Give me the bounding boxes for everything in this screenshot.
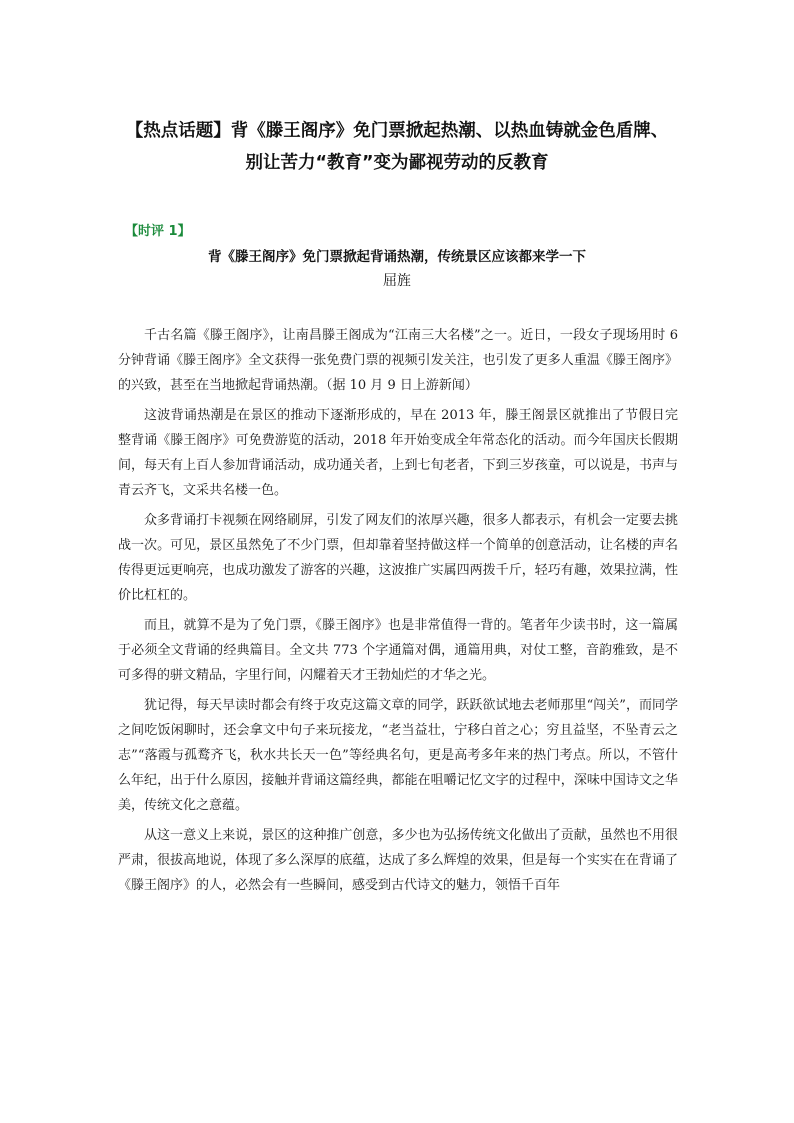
section-tag: 【时评 1】 — [125, 224, 191, 239]
paragraph: 而且，就算不是为了免门票，《滕王阁序》也是非常值得一背的。笔者年少读书时，这一篇属于必须全文背诵的经典篇目。全文共 773 个字通篇对偶，通篇用典，对仗工整，音韵雅致，是不可多得的骈文精品，字里行间，闪耀着天才王勃灿烂的才华之光。 — [118, 618, 678, 683]
article-subtitle: 背《滕王阁序》免门票掀起背诵热潮，传统景区应该都来学一下 — [208, 249, 586, 265]
document-title-line-1: 【热点话题】背《滕王阁序》免门票掀起热潮、以热血铸就金色盾牌、 — [125, 121, 669, 141]
article-body — [118, 323, 678, 903]
paragraph: 从这一意义上来说，景区的这种推广创意，多少也为弘扬传统文化做出了贡献，虽然也不用很严肃，很拔高地说，体现了多么深厚的底蕴，达成了多么辉煌的效果，但是每一个实实在在背诵了《滕王阁序》的人，必然会有一些瞬间，感受到古代诗文的魅力，领悟千百年 — [118, 828, 678, 893]
paragraph: 千古名篇《滕王阁序》，让南昌滕王阁成为“江南三大名楼”之一。近日，一段女子现场用时 6 分钟背诵《滕王阁序》全文获得一张免费门票的视频引发关注，也引发了更多人重温《滕王阁序》的兴致，甚至在当地掀起背诵热潮。（据 10 月 9 日上游新闻） — [118, 328, 678, 393]
paragraph: 众多背诵打卡视频在网络刷屏，引发了网友们的浓厚兴趣，很多人都表示，有机会一定要去挑战一次。可见，景区虽然免了不少门票，但却靠着坚持做这样一个简单的创意活动，让名楼的声名传得更远更响亮，也成功激发了游客的兴趣，这波推广实属四两拨千斤，轻巧有趣，效果拉满，性价比杠杠的。 — [118, 513, 678, 603]
article-author: 屈旌 — [383, 273, 411, 289]
document-title-line-2: 别让苦力“教育”变为鄙视劳动的反教育 — [245, 153, 549, 173]
paragraph: 犹记得，每天早读时都会有终于攻克这篇文章的同学，跃跃欲试地去老师那里“闯关”，而同学之间吃饭闲聊时，还会拿文中句子来玩接龙，“老当益壮，宁移白首之心；穷且益坚，不坠青云之志”“落霞与孤鹜齐飞，秋水共长天一色”等经典名句，更是高考多年来的热门考点。所以，不管什么年纪，出于什么原因，接触并背诵这篇经典，都能在咀嚼记忆文字的过程中，深味中国诗文之华美，传统文化之意蕴。 — [118, 698, 678, 813]
paragraph: 这波背诵热潮是在景区的推动下逐渐形成的，早在 2013 年，滕王阁景区就推出了节假日完整背诵《滕王阁序》可免费游览的活动，2018 年开始变成全年常态化的活动。而今年国庆长假期间，每天有上百人参加背诵活动，成功通关者，上到七旬老者，下到三岁孩童，可以说是，书声与青云齐飞，文采共名楼一色。 — [118, 408, 678, 498]
